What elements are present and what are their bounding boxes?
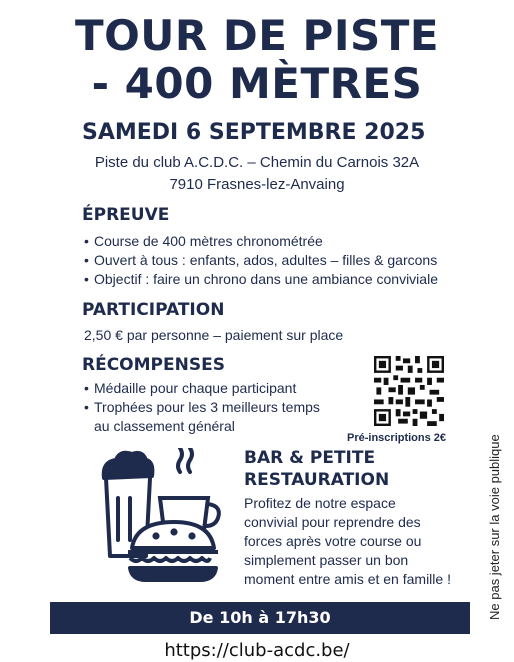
poster-title-line-1: TOUR DE PISTE [74, 11, 440, 60]
sandwich-icon [128, 522, 218, 580]
event-date: SAMEDI 6 SEPTEMBRE 2025 [82, 120, 426, 145]
participation-heading: PARTICIPATION [82, 300, 225, 320]
qr-code[interactable] [374, 352, 444, 430]
epreuve-item: • Objectif : faire un chrono dans une ambiance conviviale [84, 271, 438, 287]
bar-text-line: convivial pour reprendre des [244, 514, 421, 530]
recompenses-heading: RÉCOMPENSES [82, 355, 225, 375]
recompenses-item-continued: au classement général [94, 418, 235, 434]
club-url-link[interactable]: https://club-acdc.be/ [164, 640, 350, 661]
address-line-1: Piste du club A.C.D.C. – Chemin du Carnois 32A [94, 154, 420, 171]
bar-text-line: forces après votre course ou [244, 533, 422, 549]
epreuve-heading: ÉPREUVE [82, 205, 170, 225]
bar-illustration [96, 448, 232, 588]
recompenses-item: • Médaille pour chaque participant [84, 380, 297, 396]
bar-text-line: Profitez de notre espace [244, 495, 396, 511]
coffee-cup-icon [160, 448, 219, 530]
participation-text: 2,50 € par personne – paiement sur place [84, 327, 344, 343]
epreuve-item: • Course de 400 mètres chronométrée [84, 233, 323, 249]
qr-caption: Pré-inscriptions 2€ [347, 432, 447, 444]
hours-banner: De 10h à 17h30 [50, 602, 470, 634]
epreuve-item: • Ouvert à tous : enfants, ados, adultes – filles & garcons [84, 252, 438, 268]
bar-heading-line-2: RESTAURATION [244, 470, 390, 490]
address-line-2: 7910 Frasnes-lez-Anvaing [169, 176, 345, 193]
bar-text-line: moment entre amis et en famille ! [244, 571, 451, 587]
poster-title-line-2: - 400 MÈTRES [91, 59, 423, 108]
bar-text-line: simplement passer un bon [244, 552, 409, 568]
recompenses-item: • Trophées pour les 3 meilleurs temps [84, 399, 320, 415]
bar-heading-line-1: BAR & PETITE [244, 448, 376, 468]
side-disclaimer: Ne pas jeter sur la voie publique [487, 434, 502, 620]
